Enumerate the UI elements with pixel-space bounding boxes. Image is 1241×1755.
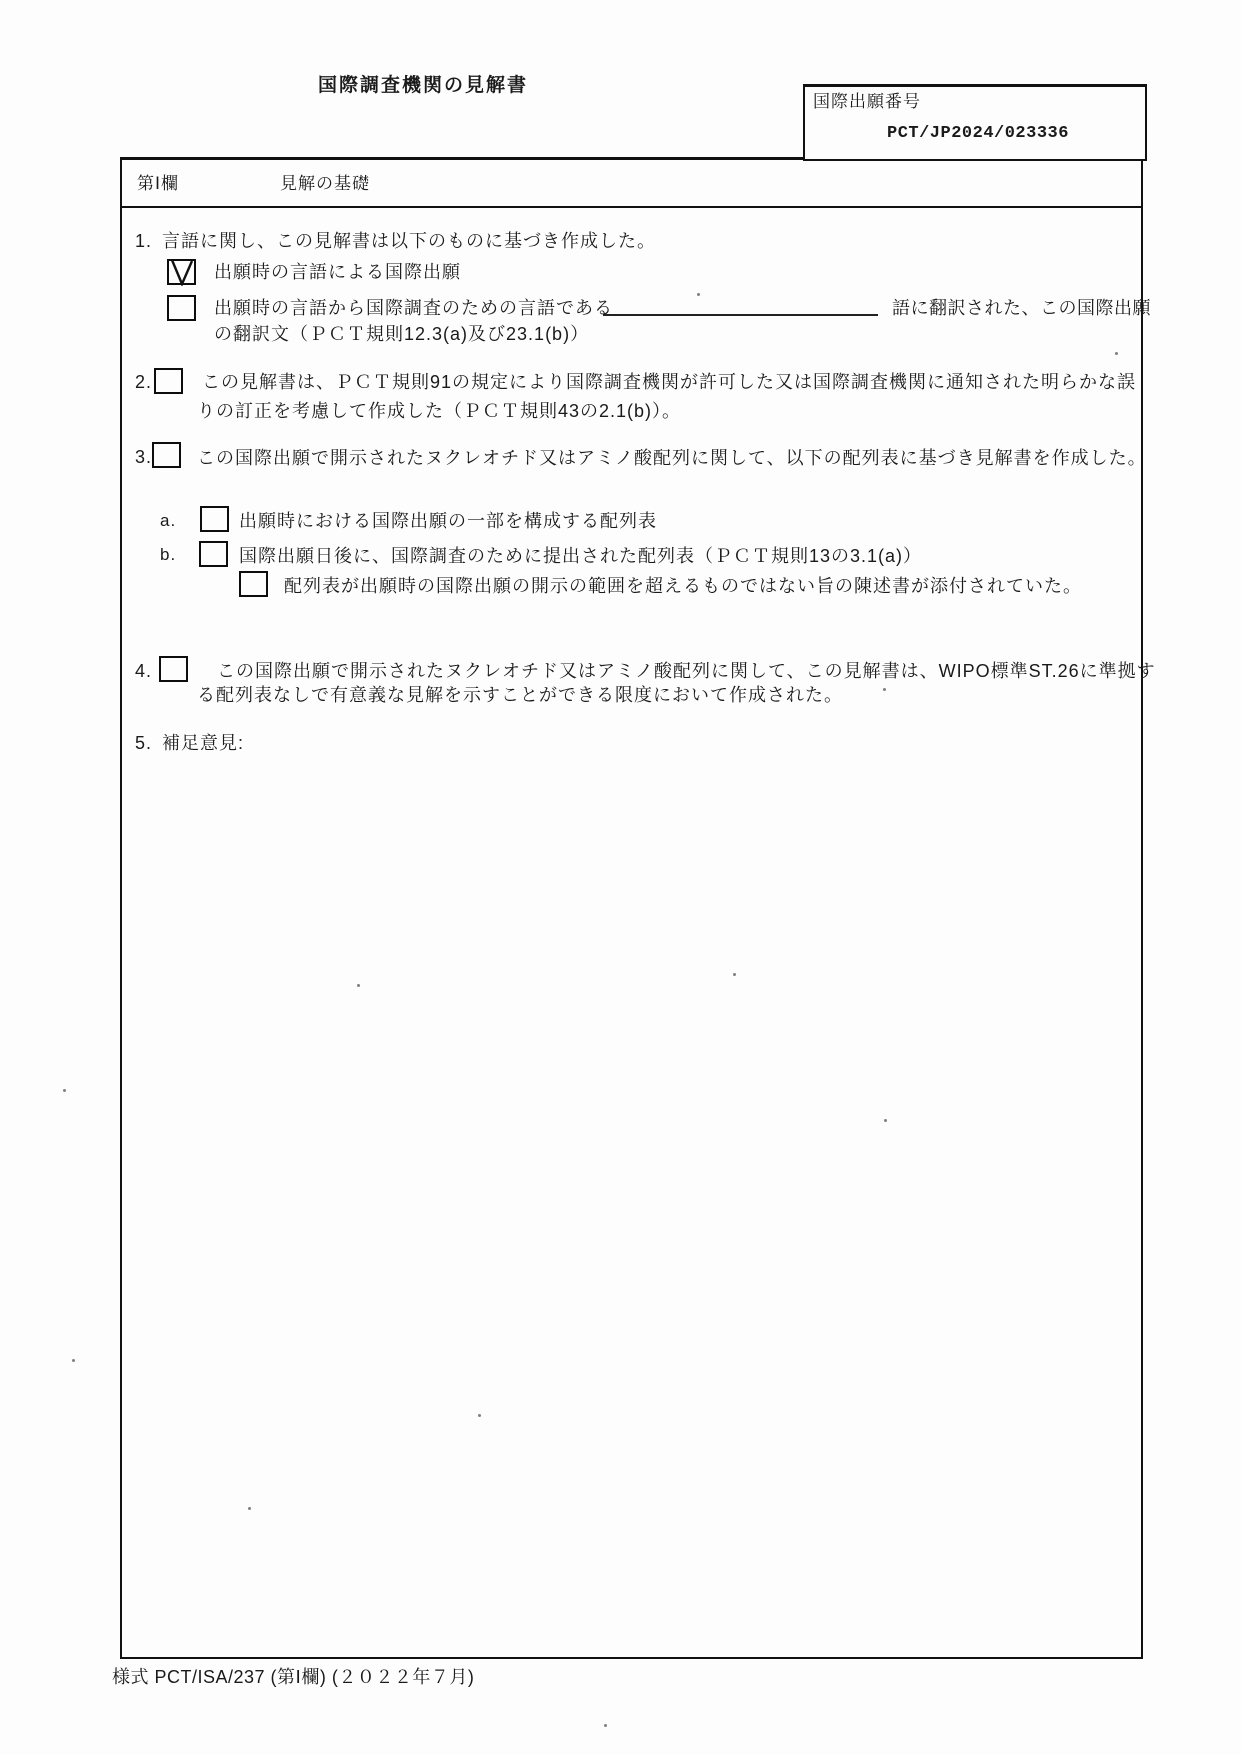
item1-option-a-checkbox[interactable]: [167, 259, 196, 285]
scan-artifact-dot: [72, 1359, 75, 1362]
application-number-box: [803, 84, 1147, 161]
item3-text: この国際出願で開示されたヌクレオチド又はアミノ酸配列に関して、以下の配列表に基づき見解書を作成した。: [197, 448, 1147, 468]
item2-line2: りの訂正を考慮して作成した（ＰＣＴ規則43の2.1(b)）。: [197, 401, 682, 421]
item3b-note-label: 配列表が出願時の国際出願の開示の範囲を超えるものではない旨の陳述書が添付されていた。: [284, 576, 1082, 596]
page-title: 国際調査機関の見解書: [318, 75, 529, 96]
item2-checkbox[interactable]: [154, 368, 183, 394]
item3a-letter: a.: [160, 511, 177, 530]
item5-label: 補足意見:: [162, 733, 245, 753]
application-number-label: 国際出願番号: [813, 92, 921, 111]
application-number-value: PCT/JP2024/023336: [887, 124, 1069, 143]
item3-number: 3.: [135, 447, 153, 467]
section-label: 第Ⅰ欄: [137, 174, 180, 193]
item1-text: 言語に関し、この見解書は以下のものに基づき作成した。: [162, 231, 656, 251]
language-blank-field[interactable]: [603, 297, 878, 316]
section-box: [120, 157, 1156, 1659]
item3a-label: 出願時における国際出願の一部を構成する配列表: [239, 511, 657, 531]
item1-option-b-label-before: 出願時の言語から国際調査のための言語である: [214, 298, 613, 318]
item2-line1: この見解書は、ＰＣＴ規則91の規定により国際調査機関が許可した又は国際調査機関に通知された明らかな誤: [202, 372, 1137, 392]
item4-checkbox[interactable]: [159, 656, 188, 682]
check-mark-icon: [168, 258, 196, 286]
item4-number: 4.: [135, 661, 153, 681]
item1-option-a-label: 出願時の言語による国際出願: [214, 262, 461, 282]
item5-number: 5.: [135, 733, 153, 753]
item3b-label: 国際出願日後に、国際調査のために提出された配列表（ＰＣＴ規則13の3.1(a)）: [239, 546, 923, 566]
section-title: 見解の基礎: [280, 174, 370, 193]
item1-number: 1.: [135, 231, 153, 251]
form-footer: 様式 PCT/ISA/237 (第Ⅰ欄) (２０２２年７月): [112, 1667, 475, 1687]
item3b-note-checkbox[interactable]: [239, 571, 268, 597]
item4-line1: この国際出願で開示されたヌクレオチド又はアミノ酸配列に関して、この見解書は、WIPO標準ST.26に準拠す: [217, 661, 1156, 681]
item3a-checkbox[interactable]: [200, 506, 229, 532]
item3b-letter: b.: [160, 545, 177, 564]
item3-checkbox[interactable]: [152, 442, 181, 468]
item1-option-b-label-after: 語に翻訳された、この国際出願: [892, 298, 1151, 318]
scan-artifact-dot: [63, 1089, 66, 1092]
item4-line2: る配列表なしで有意義な見解を示すことができる限度において作成された。: [197, 685, 843, 705]
item1-option-b-label-line2: の翻訳文（ＰＣＴ規則12.3(a)及び23.1(b)）: [214, 324, 590, 344]
item3b-checkbox[interactable]: [199, 541, 228, 567]
item1-option-b-checkbox[interactable]: [167, 295, 196, 321]
scan-artifact-dot: [604, 1724, 607, 1727]
item2-number: 2.: [135, 372, 153, 392]
section-header: [122, 160, 1141, 208]
